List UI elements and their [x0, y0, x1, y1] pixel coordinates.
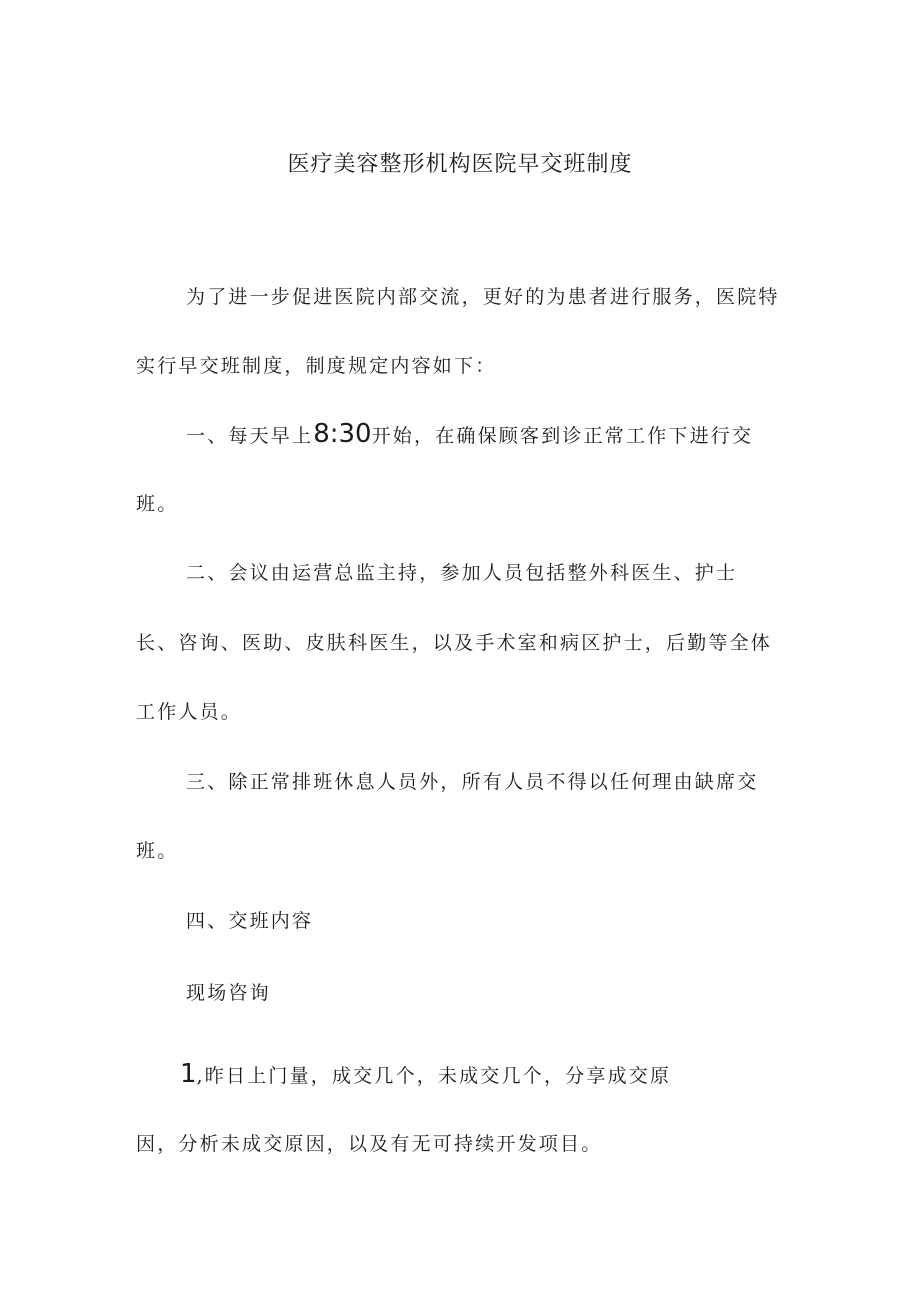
- intro-line-1: 为了进一步促进医院内部交流，更好的为患者进行服务，医院特: [186, 286, 780, 308]
- point-1-line-1: [180, 1059, 671, 1091]
- point-1-number: 1: [180, 1059, 197, 1089]
- item-4-subheading: 现场咨询: [186, 982, 271, 1004]
- item-1-prefix: 一、每天早上: [186, 425, 314, 447]
- item-2-line-1: 二、会议由运营总监主持，参加人员包括整外科医生、护士: [186, 562, 738, 584]
- item-1-line-2: 班。: [136, 493, 179, 515]
- intro-line-2: 实行早交班制度，制度规定内容如下：: [136, 355, 497, 377]
- item-3-line-1: 三、除正常排班休息人员外，所有人员不得以任何理由缺席交: [186, 771, 759, 793]
- item-4-heading: 四、交班内容: [186, 910, 314, 932]
- item-3-line-2: 班。: [136, 840, 179, 862]
- item-2-line-3: 工作人员。: [136, 701, 243, 723]
- point-1-text: ,昨日上门量，成交几个，未成交几个，分享成交原: [196, 1065, 672, 1087]
- point-1-line-2: 因，分析未成交原因，以及有无可持续开发项目。: [136, 1133, 603, 1155]
- item-1-line-1: [186, 419, 753, 451]
- item-1-time: 8:30: [313, 419, 372, 449]
- document-title: 医疗美容整形机构医院早交班制度: [287, 152, 633, 177]
- item-2-line-2: 长、咨询、医助、皮肤科医生，以及手术室和病区护士，后勤等全体: [136, 632, 773, 654]
- item-1-rest: 开始，在确保顾客到诊正常工作下进行交: [371, 425, 754, 447]
